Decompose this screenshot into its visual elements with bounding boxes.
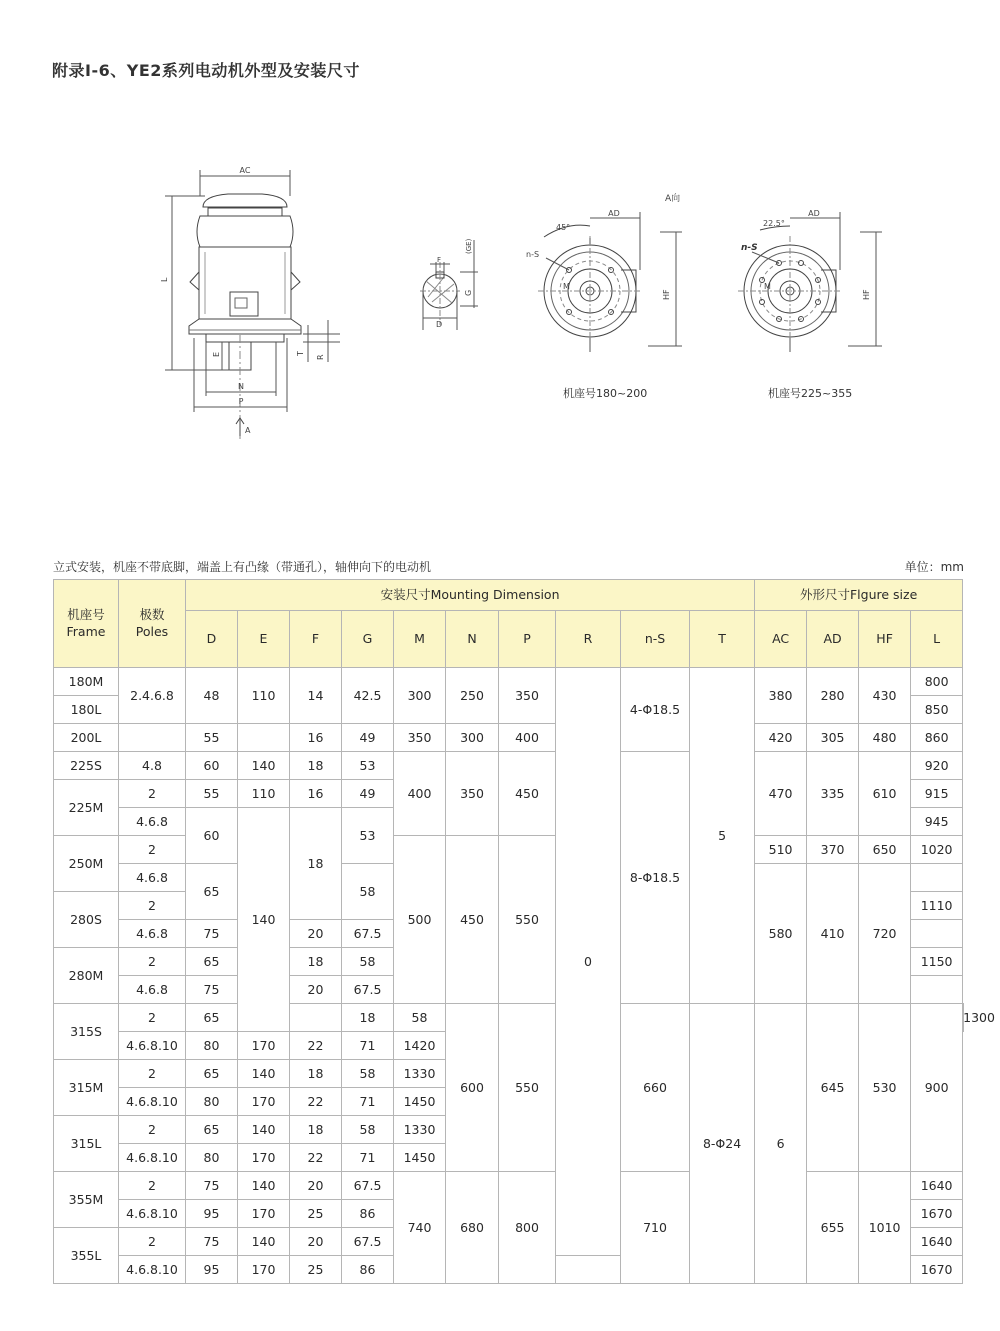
l-cell: 850 — [911, 696, 963, 724]
dimension-table — [53, 579, 995, 1284]
ac-cell: 420 — [755, 724, 807, 752]
g-cell: 58 — [342, 864, 394, 920]
f-label: F — [437, 256, 442, 264]
d-cell: 75 — [186, 920, 238, 948]
m-cell: 300 — [394, 668, 446, 724]
ad-cell: 370 — [807, 836, 859, 864]
hf-cell: 610 — [859, 752, 911, 836]
g-cell: 67.5 — [342, 1228, 394, 1256]
g-cell: 42.5 — [342, 668, 394, 724]
g-cell: 49 — [342, 724, 394, 752]
t-cell: 6 — [755, 1004, 807, 1284]
hf-label-b: HF — [862, 289, 871, 300]
d-cell: 75 — [186, 1172, 238, 1200]
e-cell: 140 — [238, 1228, 290, 1256]
n-cell: 450 — [446, 836, 499, 1004]
hf-cell: 900 — [911, 1004, 963, 1172]
m-cell: 500 — [394, 836, 446, 1004]
l-cell — [911, 976, 963, 1004]
caption-225-355: 机座号225~355 — [768, 387, 853, 400]
l-cell: 800 — [911, 668, 963, 696]
ac-cell: 470 — [755, 752, 807, 836]
hf-label-a: HF — [662, 289, 671, 300]
e-cell: 170 — [238, 1144, 290, 1172]
frame-cell: 280S — [54, 892, 119, 948]
poles-cell: 2 — [119, 1060, 186, 1088]
ac-cell: 580 — [755, 864, 807, 1004]
e-cell: 110 — [238, 780, 290, 808]
g-cell: 71 — [342, 1144, 394, 1172]
poles-cell: 2 — [119, 1004, 186, 1032]
ad-cell: 305 — [807, 724, 859, 752]
frame-cell: 280M — [54, 948, 119, 1004]
hf-cell: 430 — [859, 668, 911, 724]
poles-cell: 2 — [119, 1172, 186, 1200]
d-cell: 80 — [186, 1144, 238, 1172]
m-label-b: M — [764, 282, 771, 291]
m-cell: 400 — [394, 752, 446, 836]
d-cell: 65 — [186, 948, 238, 976]
poles-cell: 2 — [119, 1228, 186, 1256]
f-cell: 25 — [290, 1200, 342, 1228]
poles-cell: 4.6.8.10 — [119, 1088, 186, 1116]
d-cell: 55 — [186, 724, 238, 752]
f-cell: 20 — [290, 1172, 342, 1200]
frame-cell: 180L — [54, 696, 119, 724]
n-label: N — [238, 382, 244, 391]
l-cell: 860 — [911, 724, 963, 752]
angle-label-a: 45° — [556, 223, 571, 232]
table-row — [54, 668, 964, 696]
unit-label: 单位：mm — [904, 560, 964, 574]
g-cell: 58 — [342, 948, 394, 976]
hf-cell: 1010 — [859, 1172, 911, 1284]
col-header-ad: AD — [807, 611, 859, 668]
l-cell: 1020 — [911, 836, 963, 864]
g-cell: 71 — [342, 1088, 394, 1116]
frame-cell: 225S — [54, 752, 119, 780]
poles-header: 极数 Poles — [119, 580, 186, 668]
col-header-d: D — [186, 611, 238, 668]
n-cell: 680 — [446, 1172, 499, 1284]
p-cell: 350 — [499, 668, 556, 724]
g-cell: 53 — [342, 808, 394, 864]
p-cell: 400 — [499, 724, 556, 752]
g-cell: 67.5 — [342, 920, 394, 948]
p-cell: 450 — [499, 752, 556, 836]
f-cell: 18 — [290, 808, 342, 920]
poles-cell: 2 — [119, 836, 186, 864]
p-cell: 660 — [621, 1004, 690, 1172]
t-label: T — [296, 351, 305, 356]
hf-cell: 720 — [859, 864, 911, 1004]
ns-label-b: n-S — [741, 243, 758, 253]
frame-cell: 180M — [54, 668, 119, 696]
f-cell: 16 — [290, 724, 342, 752]
f-cell: 20 — [290, 1228, 342, 1256]
g-cell: 71 — [342, 1032, 394, 1060]
d-cell: 95 — [186, 1200, 238, 1228]
g-cell: 67.5 — [342, 976, 394, 1004]
e-cell: 170 — [238, 1256, 290, 1284]
e-cell: 170 — [238, 1200, 290, 1228]
poles-cell: 4.6.8.10 — [119, 1032, 186, 1060]
ac-cell: 380 — [755, 668, 807, 724]
n-cell: 350 — [446, 752, 499, 836]
t-cell: 5 — [690, 668, 755, 1004]
l-cell: 1450 — [394, 1088, 446, 1116]
ad-cell: 280 — [807, 668, 859, 724]
ns-cell: 8-Φ24 — [690, 1004, 755, 1284]
f-cell: 20 — [290, 976, 342, 1004]
g-cell: 86 — [342, 1200, 394, 1228]
ad-cell: 530 — [859, 1004, 911, 1172]
e-cell: 140 — [238, 1060, 290, 1088]
e-cell: 140 — [238, 1116, 290, 1144]
col-header-ac: AC — [755, 611, 807, 668]
p-label: P — [238, 397, 244, 406]
poles-cell: 4.6.8.10 — [119, 1256, 186, 1284]
poles-cell: 4.6.8 — [119, 920, 186, 948]
ac-cell: 710 — [621, 1172, 690, 1284]
f-cell: 20 — [290, 920, 342, 948]
l-cell: 1450 — [394, 1144, 446, 1172]
frame-cell: 355L — [54, 1228, 119, 1284]
d-cell: 80 — [186, 1032, 238, 1060]
poles-cell: 4.6.8.10 — [119, 1144, 186, 1172]
g-cell: 49 — [342, 780, 394, 808]
l-cell: 1670 — [911, 1200, 963, 1228]
n-cell: 550 — [499, 1004, 556, 1172]
f-cell: 22 — [290, 1088, 342, 1116]
col-header-n: N — [446, 611, 499, 668]
d-cell: 95 — [186, 1256, 238, 1284]
col-header-p: P — [499, 611, 556, 668]
l-cell: 915 — [911, 780, 963, 808]
frame-header: 机座号 Frame — [54, 580, 119, 668]
g-cell: 67.5 — [342, 1172, 394, 1200]
e-cell: 110 — [238, 668, 290, 724]
g-label: G — [464, 289, 473, 296]
f-cell: 16 — [290, 780, 342, 808]
l-cell: 1110 — [911, 892, 963, 920]
d-cell: 48 — [186, 668, 238, 724]
p-cell: 800 — [499, 1172, 556, 1284]
f-cell: 18 — [342, 1004, 394, 1032]
e-cell: 140 — [238, 752, 290, 780]
d-label: D — [436, 320, 443, 329]
col-header-r: R — [556, 611, 621, 668]
d-cell: 65 — [186, 1116, 238, 1144]
col-header-g: G — [342, 611, 394, 668]
e-cell — [238, 724, 290, 752]
g-cell: 58 — [394, 1004, 446, 1032]
n-cell: 300 — [446, 724, 499, 752]
g-cell: 53 — [342, 752, 394, 780]
r-cell-end — [556, 1256, 621, 1284]
g-cell: 58 — [342, 1116, 394, 1144]
d-cell: 75 — [186, 1228, 238, 1256]
l-cell: 1670 — [911, 1256, 963, 1284]
n-cell: 250 — [446, 668, 499, 724]
ac-label: AC — [239, 166, 251, 175]
angle-label-b: 22.5° — [763, 219, 785, 228]
g-cell: 86 — [342, 1256, 394, 1284]
e-cell: 140 — [238, 1172, 290, 1200]
e-cell: 170 — [238, 1088, 290, 1116]
m-cell: 600 — [446, 1004, 499, 1172]
page-title: 附录I-6、YE2系列电动机外型及安装尺寸 — [52, 61, 360, 80]
shaft-section-drawing — [420, 238, 478, 330]
ad-cell: 335 — [807, 752, 859, 836]
col-header-f: F — [290, 611, 342, 668]
l-cell: 945 — [911, 808, 963, 836]
table-row — [54, 1172, 964, 1200]
side-view-drawing — [160, 166, 340, 440]
frame-cell: 250M — [54, 836, 119, 892]
table-row — [54, 1004, 964, 1032]
l-cell: 1420 — [394, 1032, 446, 1060]
l-cell: 1640 — [911, 1228, 963, 1256]
frame-cell: 315L — [54, 1116, 119, 1172]
frame-cell: 225M — [54, 780, 119, 836]
poles-cell: 2.4.6.8 — [119, 668, 186, 724]
table-row — [54, 724, 964, 752]
l-label: L — [160, 277, 169, 282]
d-cell: 65 — [186, 1004, 238, 1032]
poles-cell: 2 — [119, 948, 186, 976]
f-cell: 22 — [290, 1144, 342, 1172]
ge-label: (GE) — [465, 238, 473, 254]
hf-cell: 650 — [859, 836, 911, 864]
f-cell: 18 — [290, 1060, 342, 1088]
d-cell: 60 — [186, 752, 238, 780]
col-header-t: T — [690, 611, 755, 668]
d-cell: 65 — [186, 864, 238, 920]
col-header-e: E — [238, 611, 290, 668]
m-cell: 740 — [394, 1172, 446, 1284]
e-cell — [290, 1004, 342, 1032]
table-subtitle: 立式安装，机座不带底脚，端盖上有凸缘（带通孔），轴伸向下的电动机 — [53, 560, 432, 574]
ad-cell: 655 — [807, 1172, 859, 1284]
r-cell: 0 — [556, 668, 621, 1256]
f-cell: 18 — [290, 752, 342, 780]
p-cell: 550 — [499, 836, 556, 1004]
l-cell: 1150 — [911, 948, 963, 976]
d-cell: 80 — [186, 1088, 238, 1116]
mounting-header: 安装尺寸Mounting Dimension — [186, 580, 755, 611]
r-label: R — [316, 354, 325, 360]
l-cell: 1330 — [394, 1116, 446, 1144]
frame-cell: 315M — [54, 1060, 119, 1116]
frame-cell: 355M — [54, 1172, 119, 1228]
a-label: A — [245, 426, 251, 435]
col-header-l: L — [911, 611, 963, 668]
l-cell: 920 — [911, 752, 963, 780]
d-cell: 55 — [186, 780, 238, 808]
l-cell — [911, 920, 963, 948]
e-cell: 170 — [238, 1032, 290, 1060]
ad-cell: 410 — [807, 864, 859, 1004]
l-cell: 1300 — [963, 1010, 995, 1025]
a-view-label: A向 — [665, 194, 681, 204]
caption-180-200: 机座号180~200 — [563, 387, 648, 400]
poles-cell: 2 — [119, 1116, 186, 1144]
poles-cell: 4.6.8 — [119, 864, 186, 892]
ns-cell: 8-Φ18.5 — [621, 752, 690, 1004]
flange-view-180-200 — [526, 192, 682, 352]
flange-view-225-355 — [738, 209, 882, 352]
f-cell: 18 — [290, 1116, 342, 1144]
poles-cell: 4.8 — [119, 752, 186, 780]
poles-cell: 2 — [119, 892, 186, 920]
l-cell: 1640 — [911, 1172, 963, 1200]
f-cell: 25 — [290, 1256, 342, 1284]
frame-cell: 200L — [54, 724, 119, 752]
ac-cell: 510 — [755, 836, 807, 864]
poles-cell: 4.6.8 — [119, 976, 186, 1004]
col-header-ns: n-S — [621, 611, 690, 668]
ns-label-a: n-S — [526, 250, 540, 259]
m-label-a: M — [563, 282, 570, 291]
ad-label-a: AD — [608, 209, 620, 218]
m-cell: 350 — [394, 724, 446, 752]
table-row — [54, 752, 964, 780]
f-cell: 22 — [290, 1032, 342, 1060]
frame-cell: 315S — [54, 1004, 119, 1060]
e-cell: 140 — [238, 808, 290, 1032]
poles-cell — [119, 724, 186, 752]
poles-cell: 2 — [119, 780, 186, 808]
l-cell — [911, 864, 963, 892]
poles-cell: 4.6.8 — [119, 808, 186, 836]
col-header-m: M — [394, 611, 446, 668]
ad-label-b: AD — [808, 209, 820, 218]
g-cell: 58 — [342, 1060, 394, 1088]
figure-header: 外形尺寸Flgure size — [755, 580, 963, 611]
d-cell: 60 — [186, 808, 238, 864]
ns-cell: 4-Φ18.5 — [621, 668, 690, 752]
e-label: E — [212, 351, 221, 357]
f-cell: 18 — [290, 948, 342, 976]
d-cell: 65 — [186, 1060, 238, 1088]
ac-cell: 645 — [807, 1004, 859, 1172]
hf-cell: 480 — [859, 724, 911, 752]
l-cell: 1330 — [394, 1060, 446, 1088]
f-cell: 14 — [290, 668, 342, 724]
poles-cell: 4.6.8.10 — [119, 1200, 186, 1228]
d-cell: 75 — [186, 976, 238, 1004]
col-header-hf: HF — [859, 611, 911, 668]
